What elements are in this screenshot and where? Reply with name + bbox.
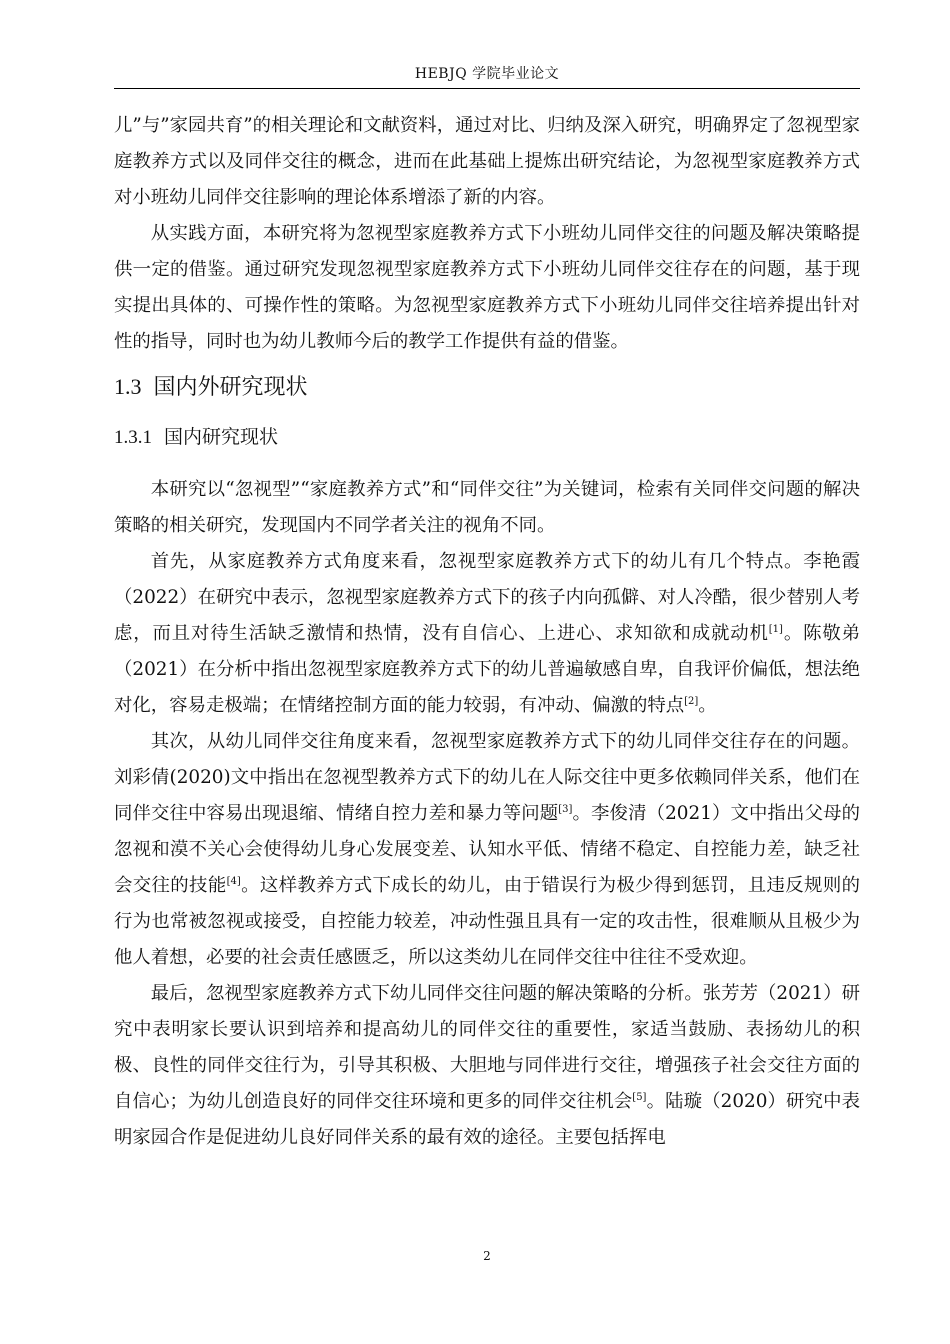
citation-1: [1]: [768, 623, 783, 635]
paragraph-second: [114, 724, 860, 976]
header-divider: [114, 88, 860, 89]
paragraph-keywords: 本研究以“忽视型”“家庭教养方式”和“同伴交往”为关键词，检索有关同伴交问题的解决策略的相关研究，发现国内不同学者关注的视角不同。: [114, 479, 860, 536]
citation-3: [3]: [558, 803, 573, 815]
paragraph-text: 。这样教养方式下成长的幼儿，由于错误行为极少得到惩罚，且违反规则的行为也常被忽视或接受，自控能力较差，冲动性强且具有一定的攻击性，很难顺从且极少为他人着想，必要的社会责任感匮乏，所以这类幼儿在同伴交往中往往不受欢迎。: [114, 875, 860, 968]
citation-2: [2]: [684, 695, 699, 707]
paragraph-practice: 从实践方面，本研究将为忽视型家庭教养方式下小班幼儿同伴交往的问题及解决策略提供一定的借鉴。通过研究发现忽视型家庭教养方式下小班幼儿同伴交往存在的问题，基于现实提出具体的、可操作性的策略。为忽视型家庭教养方式下小班幼儿同伴交往培养提出针对性的指导，同时也为幼儿教师今后的教学工作提供有益的借鉴。: [114, 223, 860, 352]
paragraph-text: 最后，忽视型家庭教养方式下幼儿同伴交往问题的解决策略的分析。张芳芳（2021）研究中表明家长要认识到培养和提高幼儿的同伴交往的重要性，家适当鼓励、表扬幼儿的积极、良性的同伴交往行为，引导其积极、大胆地与同伴进行交往，增强孩子社会交往方面的自信心；为幼儿创造良好的同伴交往环境和更多的同伴交往机会: [114, 983, 860, 1112]
document-body: [114, 108, 860, 1156]
subsection-title: 国内研究现状: [164, 426, 279, 448]
paragraph-text: 。陆璇（2020）研究中表明家园合作是促进幼儿良好同伴关系的最有效的途径。主要包括挥电: [114, 1091, 860, 1148]
subsection-heading-1-3-1: [114, 423, 860, 452]
paragraph-text: 其次，从幼儿同伴交往角度来看，忽视型家庭教养方式下的幼儿同伴交往存在的问题。刘彩倩(2020)文中指出在忽视型教养方式下的幼儿在人际交往中更多依赖同伴关系，他们在同伴交往中容易出现退缩、情绪自控力差和暴力等问题: [114, 731, 860, 824]
section-title: 国内外研究现状: [153, 375, 308, 400]
paragraph-text: 首先，从家庭教养方式角度来看，忽视型家庭教养方式下的幼儿有几个特点。李艳霞（2022）在研究中表示，忽视型家庭教养方式下的孩子内向孤僻、对人冷酷，很少替别人考虑，而且对待生活缺乏激情和热情，没有自信心、上进心、求知欲和成就动机: [114, 551, 860, 644]
paragraph-text: 。李俊清（2021）文中指出父母的忽视和漠不关心会使得幼儿身心发展变差、认知水平低、情绪不稳定、自控能力差，缺乏社会交往的技能: [114, 803, 860, 896]
section-number: 1.3: [114, 374, 142, 399]
paragraph-text: 。: [698, 695, 717, 716]
paragraph-first: [114, 544, 860, 724]
section-heading-1-3: [114, 372, 860, 403]
subsection-number: 1.3.1: [114, 427, 152, 448]
paragraph-last: [114, 976, 860, 1156]
page-number: 2: [483, 1249, 491, 1263]
paragraph-continued: 儿”与”家园共育”的相关理论和文献资料，通过对比、归纳及深入研究，明确界定了忽视型家庭教养方式以及同伴交往的概念，进而在此基础上提炼出研究结论，为忽视型家庭教养方式对小班幼儿同伴交往影响的理论体系增添了新的内容。: [114, 115, 860, 208]
page-header: HEBJQ 学院毕业论文: [414, 66, 560, 82]
citation-4: [4]: [226, 875, 241, 887]
paragraph-text: 。陈敬弟（2021）在分析中指出忽视型家庭教养方式下的幼儿普遍敏感自卑，自我评价偏低，想法绝对化，容易走极端；在情绪控制方面的能力较弱，有冲动、偏激的特点: [114, 623, 860, 716]
citation-5: [5]: [632, 1091, 647, 1103]
